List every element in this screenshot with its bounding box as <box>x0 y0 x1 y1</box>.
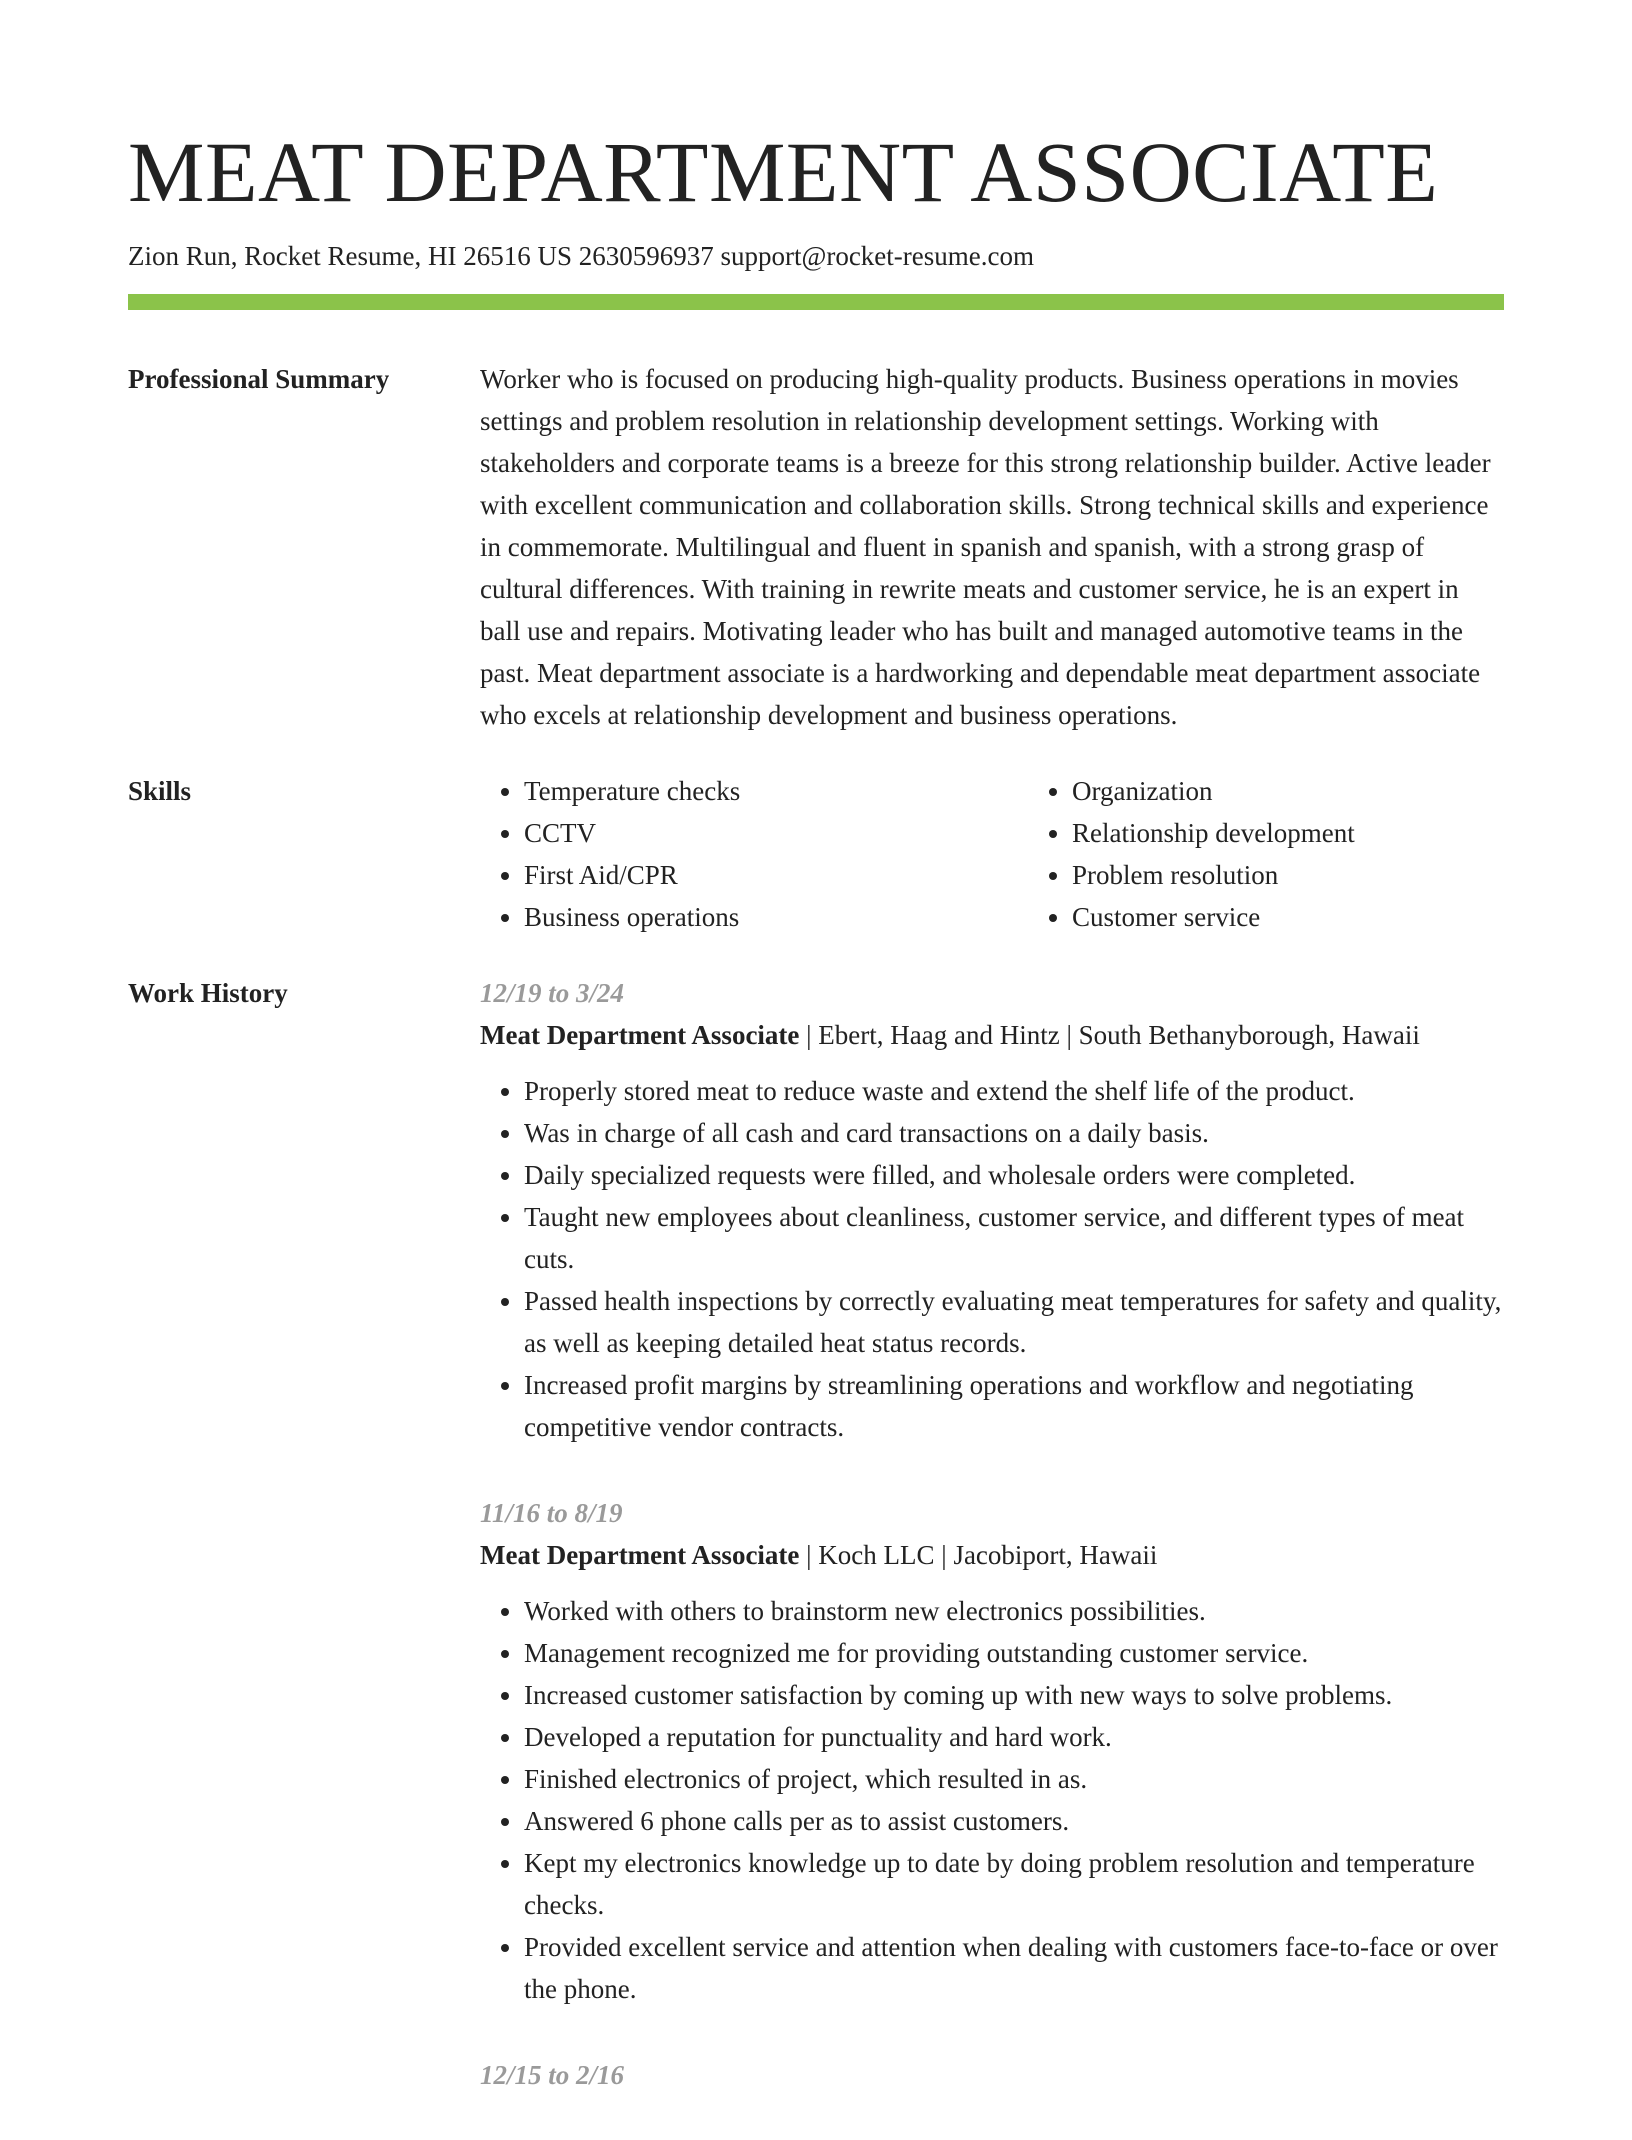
job-entry <box>480 972 1504 1448</box>
job-heading <box>480 1534 1504 1576</box>
summary-section <box>128 358 1504 736</box>
job-bullet: • Developed a reputation for punctuality and hard work. <box>524 1716 1504 1758</box>
job-bullet: • Passed health inspections by correctly evaluating meat temperatures for safety and quality, as well as keeping detailed heat status records. <box>524 1280 1504 1364</box>
skill-item: • Organization <box>1072 770 1576 812</box>
skill-item: • First Aid/CPR <box>524 854 1028 896</box>
section-title-work-history: Work History <box>128 978 288 1008</box>
skill-item: • Customer service <box>1072 896 1576 938</box>
skills-section <box>128 770 1504 938</box>
resume-page <box>128 120 1504 2140</box>
section-title-skills: Skills <box>128 776 192 806</box>
job-bullet: • Daily specialized requests were filled, and wholesale orders were completed. <box>524 1154 1504 1196</box>
summary-text: Worker who is focused on producing high-quality products. Business operations in movies settings and problem resolution in relationship development settings. Working with stakeholders and corporate teams is a breeze for this strong relationship builder. Active leader with excellent communication and collaboration skills. Strong technical skills and experience in commemorate. Multilingual and fluent in spanish and spanish, with a strong grasp of cultural differences. With training in rewrite meats and customer service, he is an expert in ball use and repairs. Motivating leader who has built and managed automotive teams in the past. Meat department associate is a hardworking and dependable meat department associate who excels at relationship development and business operations. <box>480 364 1491 730</box>
skill-item: • Problem resolution <box>1072 854 1576 896</box>
job-bullet: • Increased customer satisfaction by coming up with new ways to solve problems. <box>524 1674 1504 1716</box>
job-bullet: • Worked with others to brainstorm new electronics possibilities. <box>524 1590 1504 1632</box>
job-dates: 12/19 to 3/24 <box>480 978 625 1008</box>
job-bullets <box>480 1590 1504 2010</box>
job-bullet: • Properly stored meat to reduce waste and extend the shelf life of the product. <box>524 1070 1504 1112</box>
skill-item: • CCTV <box>524 812 1028 854</box>
job-bullet: • Provided excellent service and attention when dealing with customers face-to-face or over the phone. <box>524 1926 1504 2010</box>
job-title: Meat Department Associate <box>480 1020 800 1050</box>
job-bullet: • Increased profit margins by streamlining operations and workflow and negotiating competitive vendor contracts. <box>524 1364 1504 1448</box>
skills-list-left <box>480 770 1028 938</box>
job-entry <box>480 1492 1504 2010</box>
section-title-summary: Professional Summary <box>128 364 390 394</box>
job-entry <box>480 2054 1504 2096</box>
job-bullet: • Kept my electronics knowledge up to date by doing problem resolution and temperature checks. <box>524 1842 1504 1926</box>
contact-line: Zion Run, Rocket Resume, HI 26516 US 2630596937 support@rocket-resume.com <box>128 241 1034 271</box>
job-bullet: • Finished electronics of project, which resulted in as. <box>524 1758 1504 1800</box>
skill-item: • Temperature checks <box>524 770 1028 812</box>
job-bullets <box>480 1070 1504 1448</box>
skills-list-right <box>1028 770 1576 938</box>
job-bullet: • Was in charge of all cash and card transactions on a daily basis. <box>524 1112 1504 1154</box>
job-heading <box>480 1014 1504 1056</box>
accent-divider <box>128 294 1504 310</box>
job-bullet: • Answered 6 phone calls per as to assist customers. <box>524 1800 1504 1842</box>
skill-item: • Business operations <box>524 896 1028 938</box>
job-dates: 12/15 to 2/16 <box>480 2060 625 2090</box>
job-dates: 11/16 to 8/19 <box>480 1498 623 1528</box>
job-employer-location: | Ebert, Haag and Hintz | South Bethanyborough, Hawaii <box>799 1020 1420 1050</box>
job-bullet: • Management recognized me for providing outstanding customer service. <box>524 1632 1504 1674</box>
job-employer-location: | Koch LLC | Jacobiport, Hawaii <box>799 1540 1158 1570</box>
resume-name: MEAT DEPARTMENT ASSOCIATE <box>128 124 1439 220</box>
skill-item: • Relationship development <box>1072 812 1576 854</box>
job-bullet: • Taught new employees about cleanliness, customer service, and different types of meat cuts. <box>524 1196 1504 1280</box>
job-title: Meat Department Associate <box>480 1540 800 1570</box>
work-history-section <box>128 972 1504 2140</box>
